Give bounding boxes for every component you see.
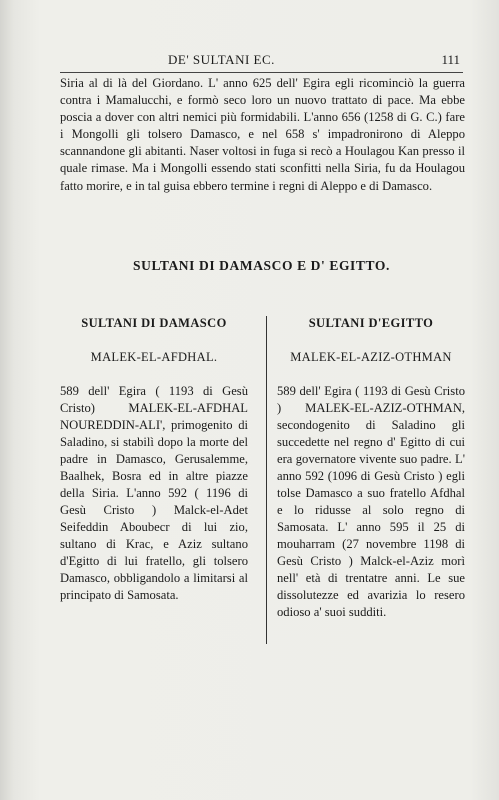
- egypt-column: [277, 310, 465, 621]
- intro-text: Siria al di là del Giordano. L' anno 625 dell' Egira egli ricominciò la guerra contra i Mamalucchi, e formò seco loro un nuovo trattato di pace. Ma ebbe poscia a dover con altri nemici più formidabili. L'anno 656 (1258 di G. C.) fare i Mongolli gli tolsero Damasco, e nel 658 s' impadronirono di Aleppo scannandone gli abitanti. Naser voltosi in fuga si recò a Houlagou Kan presso il quale rimase. Ma i Mongolli essendo stati sconfitti nella Siria, fu da Houlagou fatto morire, e in tal guisa ebbero termine i regni di Aleppo e di Damasco.: [60, 76, 465, 193]
- two-column-section: [60, 310, 465, 650]
- header-rule: [60, 72, 463, 73]
- running-head: DE' SULTANI EC.: [168, 52, 275, 67]
- egypt-heading: SULTANI D'EGITTO: [308, 316, 434, 330]
- intro-paragraph: [60, 75, 465, 195]
- egypt-ruler-name: MALEK-EL-AZIZ-OTHMAN: [290, 350, 452, 364]
- page-number: 111: [441, 52, 460, 67]
- damascus-ruler-name: MALEK-EL-AFDHAL.: [90, 350, 218, 364]
- egypt-text: 589 dell' Egira ( 1193 di Gesù Cristo ) MALEK-EL-AZIZ-OTHMAN, secondogenito di Saladino gli succedette nel regno d' Egitto di cui era governatore vivente suo padre. L' anno 592 (1096 di Gesù Cristo ) egli tolse Damasco a suo fratello Afdhal e lo ridusse al solo regno di Samosata. L' anno 595 il 25 di mouharram (27 novembre 1198 di Gesù Cristo ) Malck-el-Aziz morì nell' età di trentatre anni. Le sue dissolutezze ed avarizia lo resero odioso a' suoi sudditi.: [277, 384, 465, 619]
- damascus-text: 589 dell' Egira ( 1193 di Gesù Cristo) MALEK-EL-AFDHAL NOUREDDIN-ALI', primogenito di Saladino, si stabilì dopo la morte del padre in Damasco, Gerusalemme, Baalhek, Bosra ed in altre piazze della Siria. L'anno 592 ( 1196 di Gesù Cristo ) Malck-el-Adet Seifeddin Aboubecr di lui zio, sultano di Krac, e Aziz sultano d'Egitto di lui fratello, gli tolsero Damasco, obbligandolo a limitarsi al principato di Samosata.: [60, 384, 248, 602]
- damascus-heading: SULTANI DI DAMASCO: [81, 316, 227, 330]
- column-divider: [266, 316, 267, 644]
- damascus-column: [60, 310, 248, 604]
- page-header: [60, 52, 460, 72]
- section-title: SULTANI DI DAMASCO E D' EGITTO.: [133, 258, 390, 273]
